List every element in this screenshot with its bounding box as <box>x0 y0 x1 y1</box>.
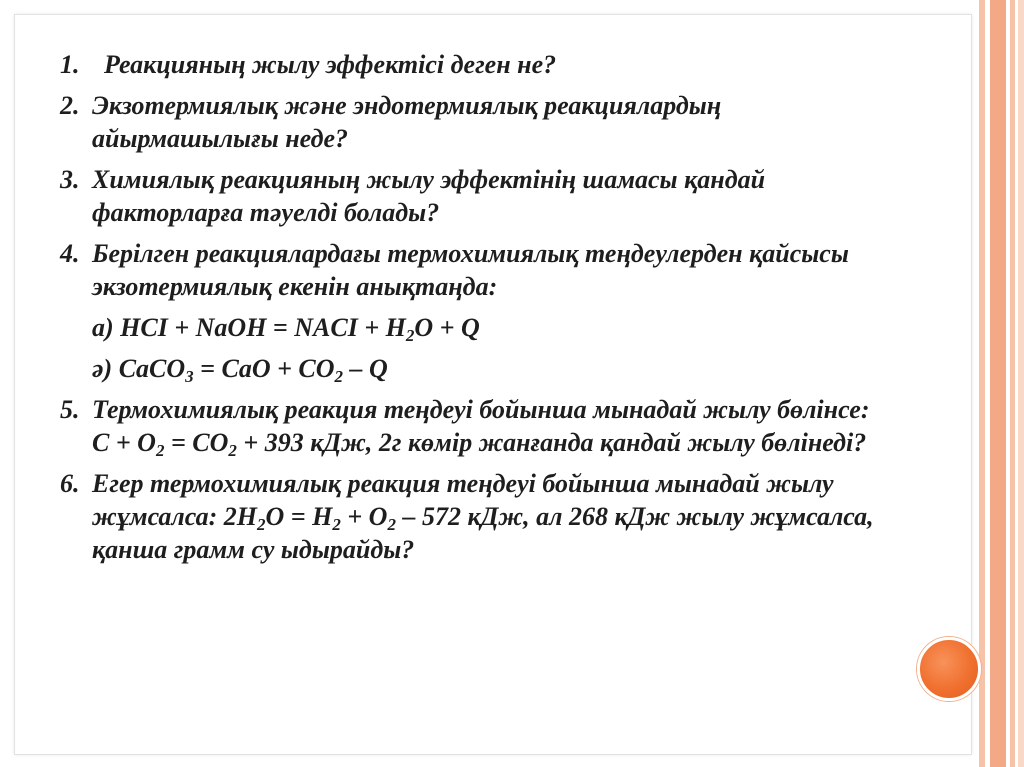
question-text: Химиялық реакцияның жылу эффектінің шамасы қандай факторларға тәуелді болады? <box>92 165 766 227</box>
orange-circle-decoration <box>917 637 981 701</box>
question-number: 4. <box>60 239 80 268</box>
question-3 <box>60 163 890 229</box>
equation-a: а) HCI + NaOH = NACI + $H_2O + Q$ <box>92 313 480 345</box>
question-list <box>60 48 890 574</box>
question-4 <box>60 237 890 303</box>
decor-stripe <box>1010 0 1015 767</box>
question-text: Термохимиялық реакция теңдеуі бойынша мынадай жылу бөлінсе: $С + О_2 = СО_2 + 393$ кДж, 2г көмір жанғанда қандай жылу бөлінеді? <box>92 395 870 460</box>
question-1 <box>60 48 890 81</box>
decor-stripe <box>979 0 985 767</box>
question-number: 6. <box>60 469 80 498</box>
question-text: Берілген реакциялардағы термохимиялық теңдеулерден қайсысы экзотермиялық екенін анықтаңда: <box>92 239 849 301</box>
question-number: 2. <box>60 91 80 120</box>
question-text: Экзотермиялық және эндотермиялық реакциялардың айырмашылығы неде? <box>92 91 722 153</box>
question-text: Егер термохимиялық реакция теңдеуі бойынша мынадай жылу жұмсалса: $2Н_2О = Н_2 + О_2 - 572$ кДж, ал 268 кДж жылу жұмсалса, қанша грамм су ыдырайды? <box>92 469 874 564</box>
question-5 <box>60 393 890 459</box>
question-text: Реакцияның жылу эффектісі деген не? <box>104 50 557 79</box>
equation-b: ә) CaCO$_3$ = CaO + $CO_2$ – Q <box>92 354 388 386</box>
question-number: 1. <box>60 50 80 79</box>
decor-stripe <box>990 0 1006 767</box>
decor-stripe <box>1018 0 1024 767</box>
question-number: 5. <box>60 395 80 424</box>
question-6 <box>60 467 890 566</box>
question-2 <box>60 89 890 155</box>
question-number: 3. <box>60 165 80 194</box>
